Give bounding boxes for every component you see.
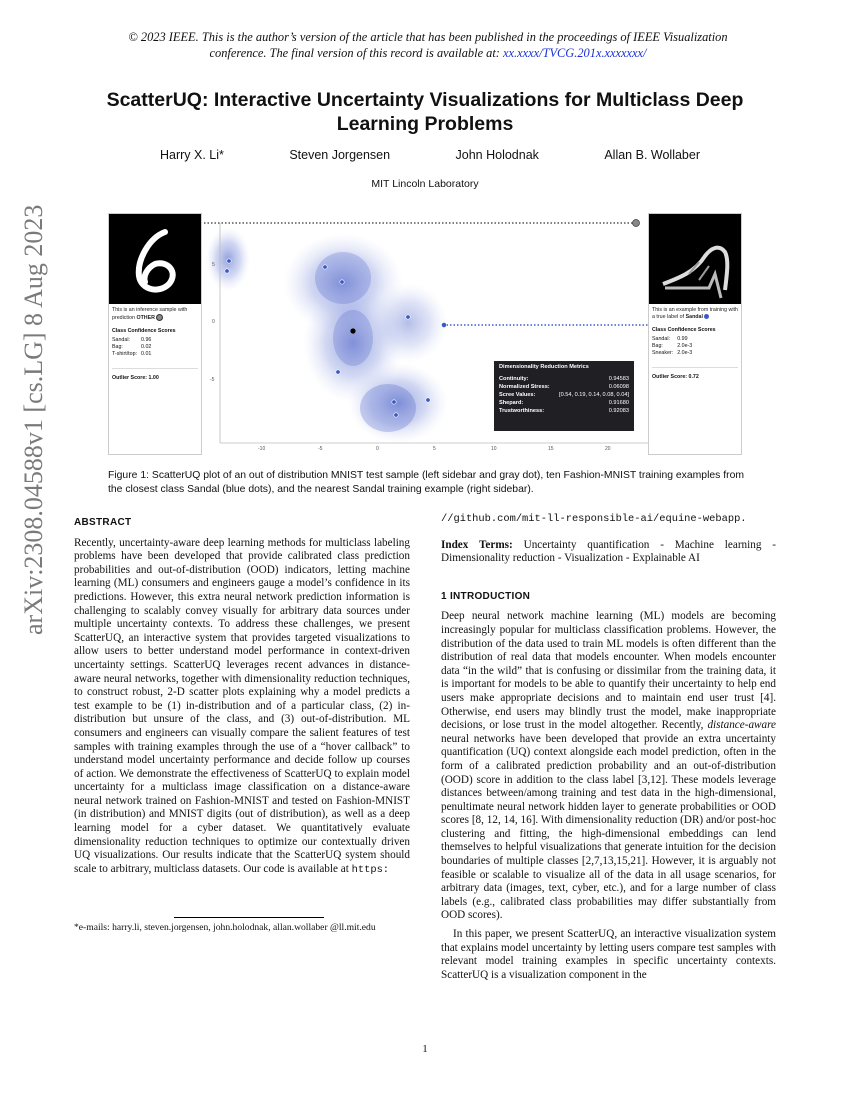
abstract-text [74, 537, 410, 878]
scores-header: Class Confidence Scores [652, 327, 716, 333]
metric-row [499, 407, 629, 415]
score-row [652, 343, 696, 350]
figure-caption: Figure 1: ScatterUQ plot of an out of distribution MNIST test sample (left sidebar and gray dot), ten Fashion-MNIST training examples from the closest class Sandal (blue dots), and the nearest Sandal training example (right sidebar). [108, 470, 745, 495]
training-text: This is an example from training with a true label of [652, 307, 738, 320]
class-name: T-shirt/top: [112, 350, 138, 357]
intro-paragraph-2: In this paper, we present ScatterUQ, an interactive visualization system that explains model uncertainty by letting users compare test samples with relevant model training examples in specific uncertainty contexts. ScatterUQ is a visualization component in the [441, 928, 776, 981]
x-tick-label: -10 [258, 446, 266, 452]
metric-row [499, 375, 629, 383]
page-number: 1 [422, 1043, 428, 1055]
intro-paragraph-1 [441, 610, 776, 923]
x-tick-label: 15 [548, 446, 554, 452]
intro-heading: 1 INTRODUCTION [441, 590, 531, 602]
training-image [649, 214, 741, 304]
index-terms-label: Index Terms: [441, 538, 513, 551]
author-2: Steven Jorgensen [289, 148, 391, 162]
footnote-text: *e-mails: harry.li, steven.jorgensen, john.holodnak, allan.wollaber @ll.mit.edu [74, 922, 376, 933]
inference-description [109, 304, 201, 322]
metric-label: Normalized Stress: [499, 384, 550, 390]
metric-row [499, 391, 629, 399]
training-point[interactable] [406, 315, 410, 319]
true-label: Sandal [685, 314, 703, 320]
sandal-image [649, 214, 741, 304]
class-score: 2.0e-3 [677, 350, 693, 356]
score-row [652, 350, 696, 357]
dr-metrics-tooltip [494, 361, 634, 431]
test-point-gray[interactable] [633, 220, 640, 227]
scores-header: Class Confidence Scores [112, 327, 176, 334]
notice-text: © 2023 IEEE. This is the author’s version of the article that has been published in the proceedings of IEEE Visualization conference. The final version of this record is available at: [128, 30, 728, 60]
class-name: Sandal: [112, 336, 130, 343]
class-score: 0.02 [141, 343, 152, 350]
code-url[interactable]: //github.com/mit-ll-responsible-ai/equine-webapp. [441, 513, 747, 525]
inference-image [109, 214, 201, 304]
density-contours [206, 227, 448, 443]
score-row [112, 344, 155, 351]
index-terms-text: Uncertainty quantification - Machine learning - Dimensionality reduction - Visualization - Explainable AI [441, 538, 777, 565]
right-sidebar [648, 213, 742, 455]
training-description [649, 304, 741, 321]
para1b-text: neural networks have been developed that provide an extra uncertainty quantification (UQ) context alongside each model prediction, often in the form of a calibrated prediction probability and an out-of-distribution (OOD) score in addition to the class label [3,12]. These models leverage distances between/among training and test data in the high-dimensional, penultimate neural network hidden layer to generate probabilities or OOD scores [8, 12, 14, 16]. With dimensionality reduction (DR) and/or post-hoc clustering and fitting, the high-dimensional embeddings can lend themselves to helpful visualizations that generate intuition for the decision boundaries of multiple classes [2,7,13,15,21]. However, it is arguably not feasible or scalable to visualize all of the data in all usage scenarios, for arbitrary data (images, text, cyber, etc.), and for a large number of class labels (e.g., calibrated class probabilities may differ substantially from OOD scores). [441, 732, 776, 922]
metric-label: Continuity: [499, 376, 529, 382]
training-point[interactable] [323, 265, 327, 269]
class-score: 0.96 [141, 336, 152, 343]
scatter-plot[interactable] [108, 213, 742, 453]
score-row [112, 337, 155, 344]
x-tick-label: 0 [376, 446, 379, 452]
author-4: Allan B. Wollaber [604, 148, 700, 162]
x-tick-label: 10 [491, 446, 497, 452]
metric-value: 0.06098 [608, 384, 629, 390]
para1-emphasis: distance-aware [707, 719, 776, 732]
author-list [160, 148, 700, 162]
metrics-title: Dimensionality Reduction Metrics [499, 364, 589, 370]
abstract-heading [74, 516, 410, 530]
paper-title: ScatterUQ: Interactive Uncertainty Visualizations for Multiclass Deep Learning Problems [106, 89, 744, 135]
training-point[interactable] [340, 280, 344, 284]
scores-table [112, 337, 155, 358]
x-tick-label: 5 [433, 446, 436, 452]
footnote [74, 917, 410, 934]
nearest-training-point[interactable] [441, 322, 446, 327]
metric-value: 0.94583 [608, 376, 629, 382]
blue-dot-icon [704, 314, 709, 319]
code-url-start: https: [351, 863, 390, 876]
class-name: Bag: [652, 343, 663, 349]
class-name: Bag: [112, 343, 123, 350]
training-point[interactable] [227, 259, 231, 263]
y-tick-label: 0 [212, 319, 215, 325]
outlier-score: Outlier Score: 1.00 [112, 368, 198, 381]
metric-value: [0.54, 0.19, 0.14, 0.08, 0.04] [559, 392, 629, 398]
left-column [74, 516, 410, 877]
abstract-body: Recently, uncertainty-aware deep learning methods for multiclass labeling problems have been developed that provide calibrated class prediction probabilities and out-of-distribution (OOD) indicators, letting machine learning (ML) consumers and engineers gauge a model’s confidence in its predictions. However, this extra neural network prediction information is challenging to scalably convey visually for arbitrary data sources under multiple uncertainty contexts. To address these challenges, we present ScatterUQ, an interactive system that provides targeted visualizations to allow users to better understand model performance in context-driven uncertainty settings. ScatterUQ leverages recent advances in distance-aware neural networks, together with dimensionality reduction techniques, to construct robust, 2-D scatter plots explaining why a model predicts a test example to be (1) in-distribution and of a particular class, (2) in-distribution but unsure of the class, and (3) out-of-distribution. ML consumers and engineers can visually compare the salient features of test samples with training examples through the use of a “hover callback” to understand model uncertainty performance and decide follow up courses of action. We demonstrate the effectiveness of ScatterUQ to explain model uncertainty for a multiclass image classification on a distance-aware neural network trained on Fashion-MNIST and tested on Fashion-MNIST (in distribution) and MNIST digits (out of distribution), as well as a deep learning model for a cyber dataset. We quantitatively evaluate dimensionality reduction techniques to optimize our contextually driven UQ visualizations. Our results indicate that the ScatterUQ system should scale to arbitrary, multiclass datasets. Our code is available at [74, 536, 410, 875]
training-point[interactable] [426, 398, 430, 402]
metric-label: Trustworthiness: [499, 408, 545, 414]
metric-row [499, 383, 629, 391]
metric-value: 0.91680 [608, 400, 629, 406]
class-score: 0.01 [141, 350, 152, 357]
score-row [112, 351, 155, 358]
affiliation: MIT Lincoln Laboratory [371, 178, 479, 190]
inference-text: This is an inference sample with prediction [112, 307, 188, 321]
training-point[interactable] [392, 400, 396, 404]
metric-label: Shepard: [499, 400, 524, 406]
metric-label: Scree Values: [499, 392, 536, 398]
score-row [652, 336, 696, 343]
prediction-label: OTHER [136, 314, 155, 321]
metric-value: 0.92083 [608, 408, 629, 414]
x-tick-label: -5 [318, 446, 323, 452]
right-column [441, 513, 776, 982]
class-name: Sandal: [652, 336, 670, 342]
arxiv-stamp: arXiv:2308.04588v1 [cs.LG] 8 Aug 2023 [19, 204, 48, 635]
footnote-rule [174, 917, 324, 918]
author-1: Harry X. Li* [160, 148, 224, 162]
training-point[interactable] [225, 269, 229, 273]
figure-1 [108, 213, 742, 453]
doi-link[interactable]: xx.xxxx/TVCG.201x.xxxxxxx/ [503, 45, 647, 60]
scores-table [652, 336, 696, 357]
y-tick-label: 5 [212, 262, 215, 268]
para1-text: Deep neural network machine learning (ML) models are becoming increasingly popular for multiclass classification problems. However, the distribution of the data used to train ML models is often different than the distribution of real data that models encounter. When models encounter data “in the wild” that is confusing or dissimilar from the training data, it is important for models to be able to quantify their uncertainty to help end users make appropriate decisions and to maintain end user trust [4]. Otherwise, end users may blindly trust the model, make inappropriate decisions, or lose trust in the model altogether. Recently, [441, 610, 776, 732]
class-score: 0.99 [677, 336, 688, 342]
author-3: John Holodnak [455, 148, 539, 162]
x-tick-label: 20 [605, 446, 611, 452]
training-point[interactable] [336, 370, 340, 374]
left-sidebar [108, 213, 202, 455]
test-point[interactable] [350, 328, 355, 333]
metric-row [499, 399, 629, 407]
index-terms [441, 539, 776, 566]
training-point[interactable] [394, 413, 398, 417]
copyright-notice [108, 30, 748, 61]
outlier-score: Outlier Score: 0.72 [652, 367, 738, 380]
y-tick-label: -5 [210, 377, 215, 383]
mnist-digit-six [109, 214, 201, 304]
abstract-heading-text: ABSTRACT [74, 517, 132, 528]
class-name: Sneaker: [652, 350, 674, 356]
gray-dot-icon [156, 314, 163, 321]
class-score: 2.0e-3 [677, 343, 693, 349]
